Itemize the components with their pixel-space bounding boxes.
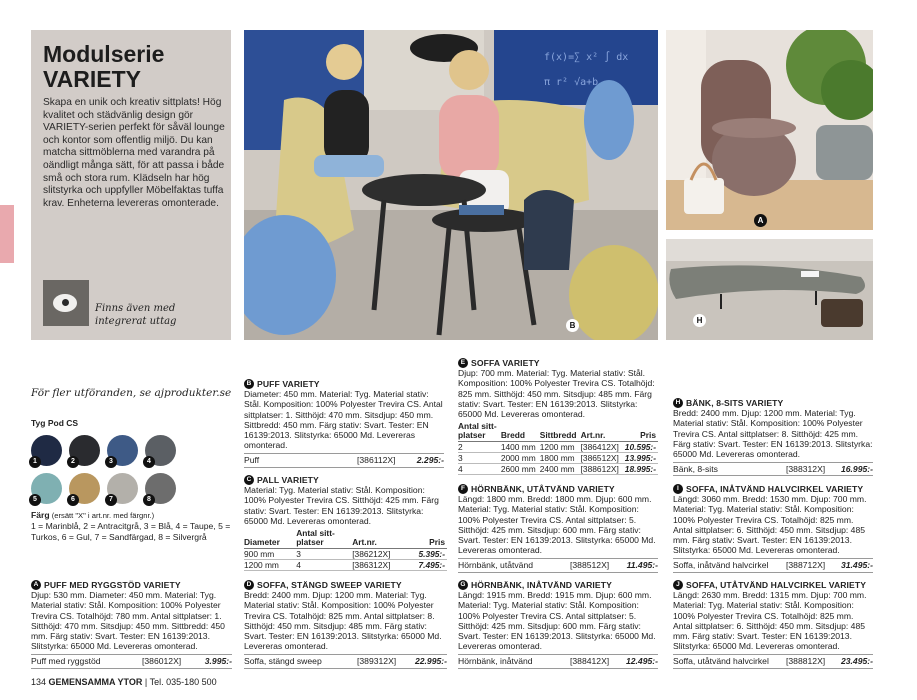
price-row: [458, 558, 658, 572]
product-description: Djup: 700 mm. Material: Tyg. Material stativ: Stål. Komposition: 100% Polyester Trevira CS. Totalhöjd: 825 mm. Sitthöjd: 450 mm. Sitsdjup: 485 mm. Färg stativ: Svart. Tester: EN 16139:2013. Slitstyrka: 65000 Md. Levereras omonterad.: [458, 368, 655, 420]
cell: [388612X]: [581, 464, 623, 475]
product-description: Längd: 2630 mm. Bredd: 1315 mm. Djup: 700 mm. Material: Tyg. Material stativ: Stål. Komposition: 100% Polyester Trevira CS. Totalhöjd: 825 mm. Antal sittplatser: 6. Sitthöjd: 450 mm. Sitsdjup: 485 mm. Färg stativ: Svart. Tester: EN 16139:2013. Slitstyrka: 65000 Md. Levereras omonterad.: [673, 590, 867, 652]
col-header: Diameter: [244, 529, 296, 549]
phone-number: | Tel. 035-180 500: [144, 677, 217, 687]
item-artnr: [388812X]: [786, 656, 826, 667]
cell: 1800 mm: [540, 453, 581, 464]
cell: 3: [296, 549, 352, 560]
product-soffa: [458, 358, 658, 475]
price-row: [31, 654, 232, 668]
price-row: [244, 654, 447, 668]
section-tab: [0, 205, 14, 263]
table-row: [458, 453, 658, 464]
table-row: [244, 560, 447, 571]
lounge-illustration: [244, 30, 658, 340]
product-title: SOFFA, UTÅTVÄND HALVCIRKEL VARIETY: [686, 580, 867, 590]
outlet-socket: [62, 299, 69, 306]
item-price: 22.995:-: [414, 656, 447, 667]
swatch-1: [31, 435, 62, 466]
item-price: 12.495:-: [625, 656, 658, 667]
price-row: [244, 453, 444, 467]
item-name: Soffa, inåtvänd halvcirkel: [673, 560, 769, 571]
col-header: Bredd: [501, 422, 540, 442]
item-artnr: [386012X]: [142, 656, 182, 667]
col-header: Sittbredd: [540, 422, 581, 442]
swatch-7: [107, 473, 138, 504]
puff-photo: [666, 30, 873, 230]
product-title: HÖRNBÄNK, INÅTVÄND VARIETY: [471, 580, 612, 590]
product-letter: H: [673, 398, 683, 408]
item-name: Soffa, stängd sweep: [244, 656, 322, 667]
product-bank-8-sits: [673, 398, 873, 476]
item-name: Puff: [244, 455, 260, 466]
svg-text:f(x)=∑ x² ∫ dx: f(x)=∑ x² ∫ dx: [544, 52, 629, 63]
cell: 10.595:-: [624, 442, 656, 453]
product-letter: C: [244, 475, 254, 485]
price-row: [673, 462, 873, 476]
cell: 2000 mm: [501, 453, 540, 464]
swatch-number: 5: [29, 494, 41, 506]
product-title: SOFFA VARIETY: [471, 358, 540, 368]
swatch-number: 1: [29, 456, 41, 468]
item-name: Soffa, utåtvänd halvcirkel: [673, 656, 769, 667]
cell: [386512X]: [581, 453, 623, 464]
product-letter: B: [244, 379, 254, 389]
item-price: 11.495:-: [626, 560, 658, 571]
image-badge-b: B: [566, 319, 579, 332]
product-letter: G: [458, 580, 468, 590]
product-letter: F: [458, 484, 468, 494]
table-row: [244, 549, 447, 560]
item-artnr: [388712X]: [786, 560, 826, 571]
swatch-number: 8: [143, 494, 155, 506]
swatch-4: [145, 435, 176, 466]
product-letter: I: [673, 484, 683, 494]
price-row: [673, 558, 873, 572]
price-row: [673, 654, 873, 668]
col-header: Antal sitt- platser: [296, 529, 352, 549]
product-description: Diameter: 450 mm. Material: Tyg. Material stativ: Stål. Komposition: 100% Polyester Trevira CS. Antal sittplatser: 1. Sitthöjd: 470 mm. Sitsdjup: 450 mm. Sittbredd: 450 mm. Färg stativ: Svart. Tester: EN 16139:2013. Slitstyrka: 65000 Md. Levereras omonterad.: [244, 389, 443, 451]
page-title: Modulserie VARIETY: [43, 41, 165, 92]
cell: 1400 mm: [501, 442, 540, 453]
item-name: Bänk, 8-sits: [673, 464, 718, 475]
outlet-thumbnail: [43, 280, 89, 326]
cell: 3: [458, 453, 501, 464]
cell: 1200 mm: [244, 560, 296, 571]
svg-text:π r² √a+b: π r² √a+b: [544, 77, 599, 88]
image-badge-h: H: [693, 314, 706, 327]
color-legend: [31, 510, 236, 543]
item-price: 16.995:-: [840, 464, 873, 475]
item-artnr: [389312X]: [357, 656, 397, 667]
product-title: PALL VARIETY: [257, 475, 319, 485]
product-title: BÄNK, 8-SITS VARIETY: [686, 398, 784, 408]
product-description: Längd: 1800 mm. Bredd: 1800 mm. Djup: 600 mm. Material: Tyg. Material stativ: Stål. Komposition: 100% Polyester Trevira CS. Antal sittplatser: 5. Sitthöjd: 425 mm. Sitsdjup: 600 mm. Färg stativ: Svart. Tester: EN 16139:2013. Slitstyrka: 65000 Md. Levereras omonterad.: [458, 494, 656, 556]
product-puff-med-ryggstod: [31, 580, 232, 669]
product-hornbank-utatvand: [458, 484, 658, 573]
col-header: Antal sitt- platser: [458, 422, 501, 442]
item-artnr: [386112X]: [357, 455, 396, 466]
main-lounge-photo: [244, 30, 658, 340]
table-row: [458, 442, 658, 453]
product-description: Bredd: 2400 mm. Djup: 1200 mm. Material: Tyg. Material stativ: Stål. Komposition: 100% Polyester Trevira CS. Antal sittplatser: 8. Sitthöjd: 425 mm. Färg stativ: Svart. Tester: EN 16139:2013. Slitstyrka: 65000 Md. Levereras omonterad.: [673, 408, 873, 460]
cell: 2400 mm: [540, 464, 581, 475]
fabric-title: Tyg Pod CS: [31, 418, 79, 428]
table-row: [458, 464, 658, 475]
color-list: 1 = Marinblå, 2 = Antracitgrå, 3 = Blå, 4 = Taupe, 5 = Turkos, 6 = Gul, 7 = Sandfärgad, 8 = Silvergrå: [31, 521, 231, 542]
col-header: Art.nr.: [581, 422, 623, 442]
product-title: PUFF MED RYGGSTÖD VARIETY: [44, 580, 181, 590]
product-letter: A: [31, 580, 41, 590]
item-price: 3.995:-: [204, 656, 232, 667]
cell: [386412X]: [581, 442, 623, 453]
product-hornbank-inatvand: [458, 580, 658, 669]
swatch-6: [69, 473, 100, 504]
cell: 5.395:-: [408, 549, 447, 560]
col-header: Pris: [623, 422, 658, 442]
swatch-number: 2: [67, 456, 79, 468]
col-header: Pris: [408, 529, 447, 549]
product-letter: J: [673, 580, 683, 590]
swatch-3: [107, 435, 138, 466]
cell: [386312X]: [352, 560, 407, 571]
intro-text: Skapa en unik och kreativ sittplats! Hög kvalitet och städvänlig design gör VARIETY-serien perfekt för såväl lounge och kontor som offentlig miljö. Du kan matcha sittmöblerna med varandra på oändligt många sätt, för att passa i både små och stora rum. Klädseln har hög slitstyrka och uppfyller Möbelfaktas tuffa krav. Enheterna levereras omonterade.: [43, 97, 225, 209]
page-footer: [31, 677, 217, 687]
product-description: Bredd: 2400 mm. Djup: 1200 mm. Material: Tyg. Material stativ: Stål. Komposition: 100% Polyester Trevira CS. Totalhöjd: 825 mm. Antal sittplatser: 8. Sitthöjd: 450 mm. Sitsdjup: 485 mm. Färg stativ: Svart. Tester: EN 16139:2013. Slitstyrka: 65000 Md. Levereras omonterad.: [244, 590, 442, 652]
swatch-number: 3: [105, 456, 117, 468]
cell: 4: [458, 464, 501, 475]
price-row: [458, 654, 658, 668]
product-title: SOFFA, STÄNGD SWEEP VARIETY: [257, 580, 402, 590]
more-options-link[interactable]: För fler utföranden, se ajprodukter.se: [31, 387, 232, 399]
integrated-outlet-note: Finns även med integrerat uttag: [95, 303, 177, 327]
page-number: 134: [31, 677, 47, 687]
product-pall: [244, 475, 447, 571]
swatch-number: 7: [105, 494, 117, 506]
product-title: PUFF VARIETY: [257, 379, 320, 389]
cell: 2600 mm: [501, 464, 540, 475]
item-artnr: [388512X]: [570, 560, 610, 571]
cell: [386212X]: [352, 549, 407, 560]
soffa-price-table: [458, 422, 658, 475]
product-description: Längd: 3060 mm. Bredd: 1530 mm. Djup: 700 mm. Material: Tyg. Material stativ: Stål. Komposition: 100% Polyester Trevira CS. Totalhöjd: 825 mm. Antal sittplatser: 6. Sitthöjd: 450 mm. Sitsdjup: 485 mm. Färg stativ: Svart. Tester: EN 16139:2013. Slitstyrka: 65000 Md. Levereras omonterad.: [673, 494, 867, 556]
cell: 900 mm: [244, 549, 296, 560]
color-instruction: (ersätt "X" i art.nr. med färgnr.): [49, 511, 155, 520]
cell: 18.995:-: [624, 464, 656, 475]
item-artnr: [388312X]: [786, 464, 826, 475]
puff-illustration: [666, 30, 873, 230]
item-price: 2.295:-: [416, 455, 444, 466]
product-description: Djup: 530 mm. Diameter: 450 mm. Material: Tyg. Material stativ: Stål. Komposition: 100% Polyester Trevira CS. Totalhöjd: 780 mm. Antal sittplatser: 1. Sitthöjd: 470 mm. Sitsdjup: 450 mm. Sittbredd: 450 mm. Färg stativ: Svart. Tester: EN 16139:2013. Slitstyrka: 65000 Md. Levereras omonterad.: [31, 590, 225, 652]
intro-box: [31, 30, 231, 340]
product-letter: E: [458, 358, 468, 368]
item-price: 23.495:-: [840, 656, 873, 667]
product-letter: D: [244, 580, 254, 590]
item-price: 31.495:-: [840, 560, 873, 571]
swatch-number: 4: [143, 456, 155, 468]
item-name: Hörnbänk, utåtvänd: [458, 560, 534, 571]
product-description: Längd: 1915 mm. Bredd: 1915 mm. Djup: 600 mm. Material: Tyg. Material stativ: Stål. Komposition: 100% Polyester Trevira CS. Antal sittplatser: 5. Sitthöjd: 425 mm. Sitsdjup: 600 mm. Färg stativ: Svart. Tester: EN 16139:2013. Slitstyrka: 65000 Md. Levereras omonterad.: [458, 590, 656, 652]
col-header: Art.nr.: [352, 529, 407, 549]
swatch-number: 6: [67, 494, 79, 506]
cell: 1200 mm: [540, 442, 581, 453]
swatch-8: [145, 473, 176, 504]
cell: 4: [296, 560, 352, 571]
cell: 13.995:-: [624, 453, 656, 464]
pall-price-table: [244, 529, 447, 571]
product-halvcirkel-inatvand: [673, 484, 873, 573]
item-name: Hörnbänk, inåtvänd: [458, 656, 533, 667]
product-description: Material: Tyg. Material stativ: Stål. Komposition: 100% Polyester Trevira CS. Sitthöjd: 425 mm. Färg stativ: Svart. Tester: EN 16139:2013. Slitstyrka: 65000 Md. Levereras omonterad.: [244, 485, 439, 526]
section-name: GEMENSAMMA YTOR: [48, 677, 143, 687]
color-label: Färg: [31, 510, 50, 520]
cell: 2: [458, 442, 501, 453]
item-name: Puff med ryggstöd: [31, 656, 101, 667]
cell: 7.495:-: [408, 560, 447, 571]
bench-photo: [666, 239, 873, 340]
product-sweep: [244, 580, 447, 669]
product-halvcirkel-utatvand: [673, 580, 873, 669]
image-badge-a: A: [754, 214, 767, 227]
swatch-5: [31, 473, 62, 504]
swatch-2: [69, 435, 100, 466]
product-title: HÖRNBÄNK, UTÅTVÄND VARIETY: [471, 484, 615, 494]
item-artnr: [388412X]: [570, 656, 610, 667]
product-puff: [244, 379, 444, 468]
product-title: SOFFA, INÅTVÄND HALVCIRKEL VARIETY: [686, 484, 864, 494]
